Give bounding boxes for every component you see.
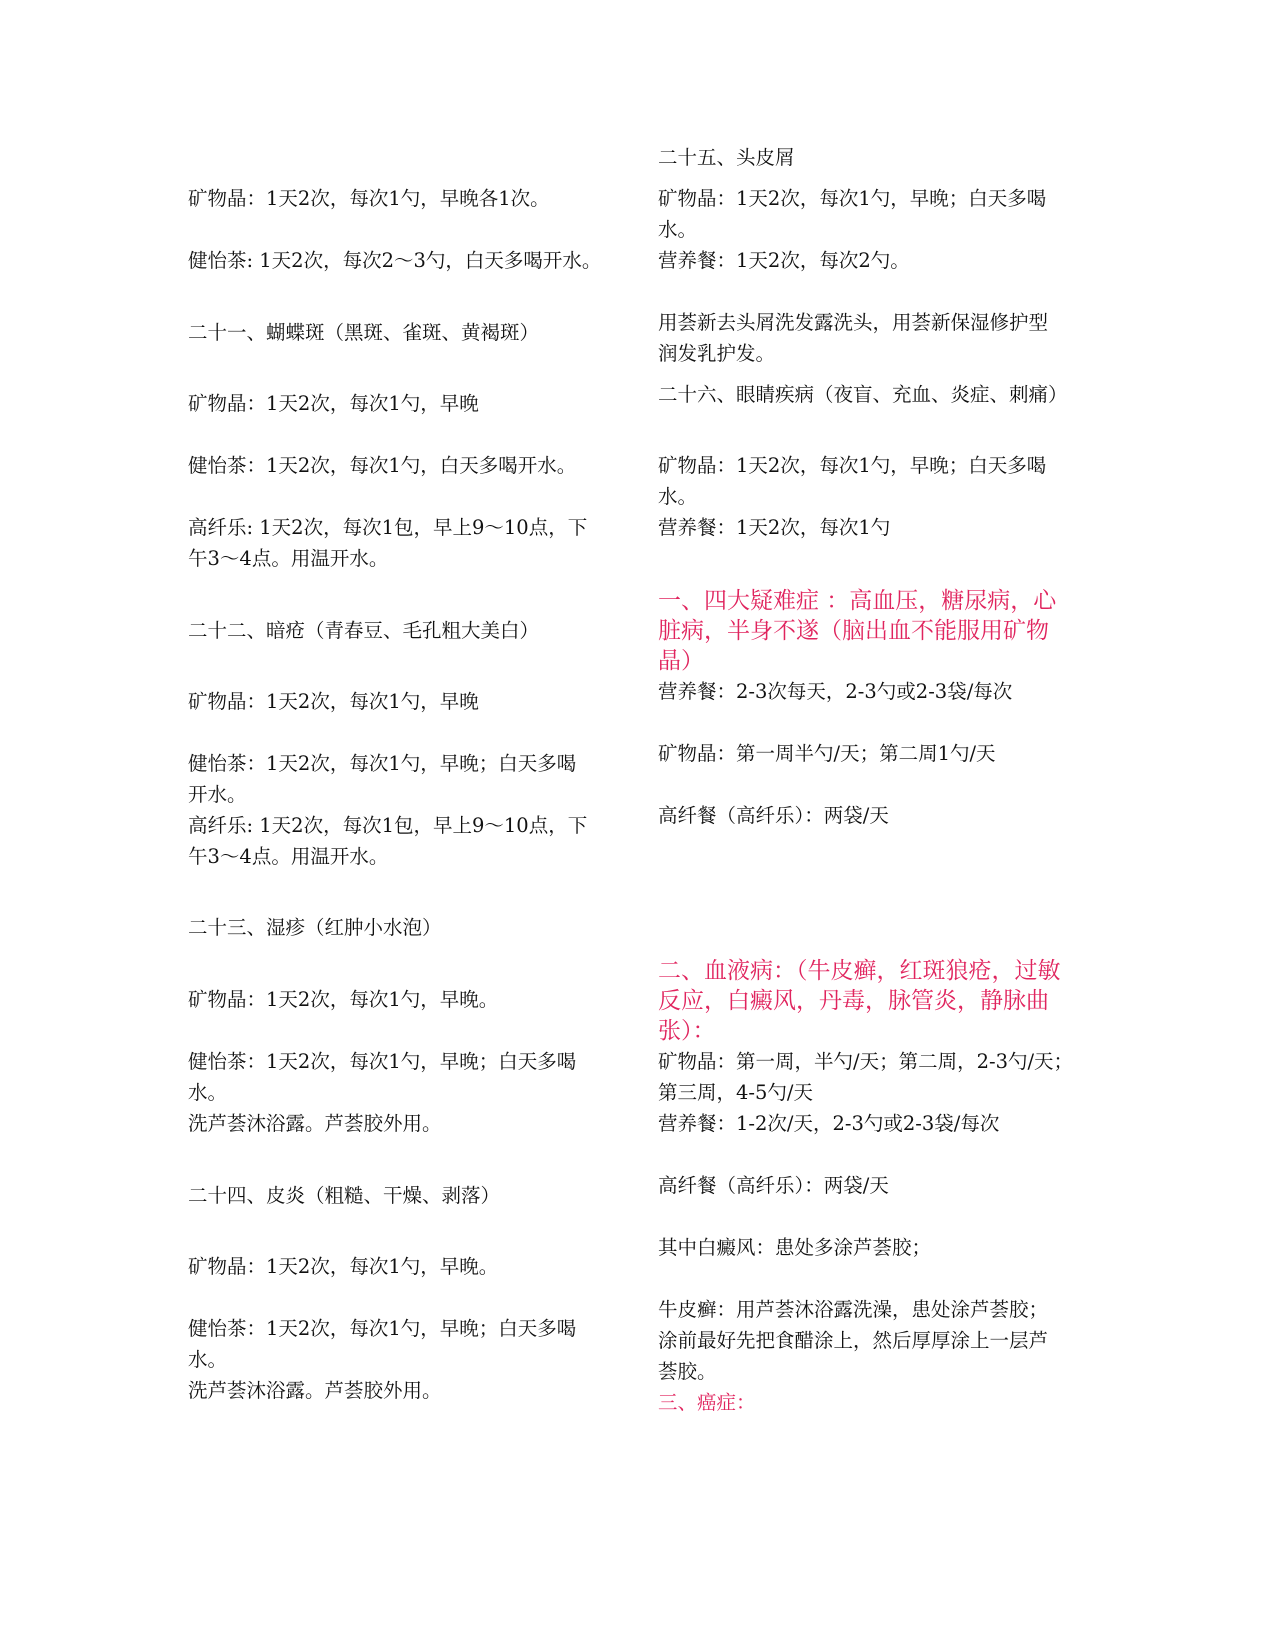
s25-line-2: 营养餐：1天2次，每次2勺。 xyxy=(658,249,910,272)
s20-line-2: 健怡茶: 1天2次，每次2～3勺，白天多喝开水。 xyxy=(188,249,602,272)
s22-line-3a: 高纤乐: 1天2次，每次1包，早上9～10点，下 xyxy=(188,814,588,837)
s26-title: 二十六、眼睛疾病（夜盲、充血、炎症、刺痛） xyxy=(658,383,1068,406)
s24-line-3: 洗芦荟沐浴露。芦荟胶外用。 xyxy=(188,1379,442,1402)
r2-heading-a: 二、血液病：（牛皮癣，红斑狼疮，过敏 xyxy=(658,958,1061,984)
s25-line-3b: 润发乳护发。 xyxy=(658,342,776,365)
s24-line-2a: 健怡茶：1天2次，每次1勺，早晚；白天多喝 xyxy=(188,1317,577,1340)
s21-line-2: 健怡茶：1天2次，每次1勺，白天多喝开水。 xyxy=(188,454,577,477)
s26-line-1b: 水。 xyxy=(658,485,698,508)
r2-heading-b: 反应，白癜风，丹毒，脉管炎，静脉曲 xyxy=(658,988,1049,1014)
r3-heading: 三、癌症： xyxy=(658,1391,756,1414)
r2-line-5c: 荟胶。 xyxy=(658,1360,717,1383)
s21-line-3b: 午3～4点。用温开水。 xyxy=(188,547,389,570)
s25-line-3a: 用荟新去头屑洗发露洗头，用荟新保湿修护型 xyxy=(658,311,1049,334)
s21-line-3a: 高纤乐: 1天2次，每次1包，早上9～10点，下 xyxy=(188,516,588,539)
s22-line-1: 矿物晶：1天2次，每次1勺，早晚 xyxy=(188,690,479,713)
s20-line-1: 矿物晶：1天2次，每次1勺，早晚各1次。 xyxy=(188,187,550,210)
r1-heading-b: 脏病，半身不遂（脑出血不能服用矿物 xyxy=(658,618,1049,644)
s24-line-2b: 水。 xyxy=(188,1348,228,1371)
r1-line-3: 高纤餐（高纤乐）：两袋/天 xyxy=(658,804,889,827)
s23-line-1: 矿物晶：1天2次，每次1勺，早晚。 xyxy=(188,988,499,1011)
s22-line-2a: 健怡茶：1天2次，每次1勺，早晚；白天多喝 xyxy=(188,752,577,775)
r1-heading-a: 一、四大疑难症 ：高血压，糖尿病，心 xyxy=(658,588,1057,614)
s22-title: 二十二、暗疮（青春豆、毛孔粗大美白） xyxy=(188,619,540,642)
r2-line-5b: 涂前最好先把食醋涂上，然后厚厚涂上一层芦 xyxy=(658,1329,1049,1352)
s26-line-1a: 矿物晶：1天2次，每次1勺，早晚；白天多喝 xyxy=(658,454,1047,477)
s23-line-2a: 健怡茶：1天2次，每次1勺，早晚；白天多喝 xyxy=(188,1050,577,1073)
s25-line-1b: 水。 xyxy=(658,218,698,241)
r1-line-2: 矿物晶：第一周半勺/天；第二周1勺/天 xyxy=(658,742,996,765)
s25-line-1a: 矿物晶：1天2次，每次1勺，早晚；白天多喝 xyxy=(658,187,1047,210)
s24-title: 二十四、皮炎（粗糙、干燥、剥落） xyxy=(188,1184,501,1207)
s23-line-3: 洗芦荟沐浴露。芦荟胶外用。 xyxy=(188,1112,442,1135)
s22-line-3b: 午3～4点。用温开水。 xyxy=(188,845,389,868)
s25-title: 二十五、头皮屑 xyxy=(658,146,795,169)
r2-line-2: 营养餐：1-2次/天，2-3勺或2-3袋/每次 xyxy=(658,1112,1000,1135)
s23-title: 二十三、湿疹（红肿小水泡） xyxy=(188,916,442,939)
r2-line-4: 其中白癜风：患处多涂芦荟胶； xyxy=(658,1236,932,1259)
s24-line-1: 矿物晶：1天2次，每次1勺，早晚。 xyxy=(188,1255,499,1278)
s21-title: 二十一、蝴蝶斑（黑斑、雀斑、黄褐斑） xyxy=(188,321,540,344)
r2-heading-c: 张）： xyxy=(658,1018,716,1044)
s23-line-2b: 水。 xyxy=(188,1081,228,1104)
s21-line-1: 矿物晶：1天2次，每次1勺，早晚 xyxy=(188,392,479,415)
r2-line-1a: 矿物晶：第一周，半勺/天；第二周，2-3勺/天； xyxy=(658,1050,1074,1073)
r1-heading-c: 晶） xyxy=(658,648,704,674)
r1-line-1: 营养餐：2-3次每天，2-3勺或2-3袋/每次 xyxy=(658,680,1013,703)
s26-line-2: 营养餐：1天2次，每次1勺 xyxy=(658,516,891,539)
r2-line-5a: 牛皮癣：用芦荟沐浴露洗澡，患处涂芦荟胶； xyxy=(658,1298,1049,1321)
s22-line-2b: 开水。 xyxy=(188,783,247,806)
r2-line-3: 高纤餐（高纤乐）：两袋/天 xyxy=(658,1174,889,1197)
r2-line-1b: 第三周，4-5勺/天 xyxy=(658,1081,813,1104)
